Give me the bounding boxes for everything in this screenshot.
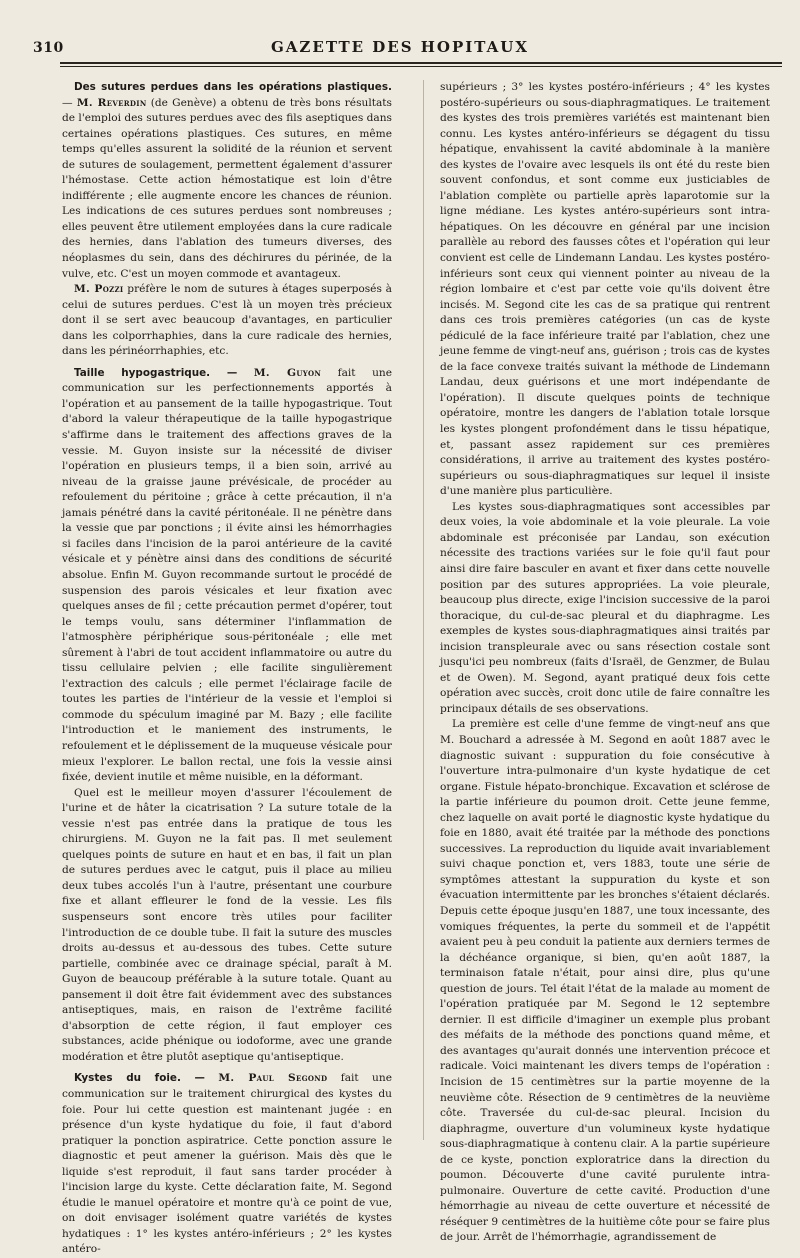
- speaker-name: M. Guyon: [253, 366, 322, 379]
- paragraph-text: préfère le nom de sutures à étages superposés à celui de sutures perdues. C'est là un moyen très précieux dont il se sert avec beaucoup d'avantages, en particulier dans les colporrhaphies, dans la cure radicale des hernies, dans les périnéorrhaphies, etc.: [62, 283, 393, 358]
- paragraph-text: Les kystes sous-diaphragmatiques sont accessibles par deux voies, la voie abdominale et la voie pleurale. La voie abdominale est préconisée par Landau, son exécution nécessite des tractions variées sur le foie qu'il faut pour ainsi dire faire basculer en avant et fixer dans cette nouvelle position par des sutures appropriées. La voie pleurale, beaucoup plus directe, exige l'incision successive de la paroi thoracique, du cul-de-sac pleural et du diaphragme. Les exemples de kystes sous-diaphragmatiques ainsi traités par incision transpleurale avec ou sans résection costale sont jusqu'ici peu nombreux (faits d'Israël, de Genzmer, de Bulau et de Owen). M. Segond, ayant pratiqué deux fois cette opération avec succès, croit donc utile de faire connaître les principaux détails de ses observations.: [440, 500, 770, 715]
- paragraph-text: Quel est le meilleur moyen d'assurer l'écoulement de l'urine et de hâter la cicatrisation ? La suture totale de la vessie n'est pas entrée dans la pratique de tous les chirurgiens. M. Guyon ne la fait pas. Il met seulement quelques points de suture en haut et en bas, il fait un plan de sutures perdues avec le catgut, puis il place au milieu deux tubes accolés l'un à l'autre, présentant une courbure fixe et allant effleurer le fond de la vessie. Les fils suspenseurs sont encore très utiles pour faciliter l'introduction de ce double tube. Il fait la suture des muscles droits au-dessus et au-dessous des tubes. Cette suture partielle, combinée avec ce drainage spécial, paraît à M. Guyon de beaucoup préférable à la suture totale. Quant au pansement il doit être fait évidemment avec des substances antiseptiques, mais, en raison de l'extrême facilité d'absorption de cette région, il faut employer ces substances, acide phénique ou iodoforme, avec une grande modération et être plutôt aseptique qu'antiseptique.: [62, 786, 392, 1063]
- paragraph-text: (de Genève) a obtenu de très bons résultats de l'emploi des sutures perdues avec des fils aseptiques dans certaines opérations plastiques. Ces sutures, en même temps qu'elles assurent la solidité de la réunion et servent de sutures de soulagement, permettent également d'assurer l'hémostase. Cette action hémostatique est loin d'être indifférente ; elle augmente encore les chances de réunion. Les indications de ces sutures perdues sont nombreuses ; elles peuvent être utilement employées dans la cure radicale des hernies, dans l'ablation des tumeurs diverses, des néoplasmes du sein, dans des déchirures du périnée, de la vulve, etc. C'est un moyen commode et avantageux.: [62, 96, 392, 280]
- speaker-name: M. Reverdin: [76, 96, 147, 109]
- header-rule: [60, 62, 782, 64]
- page-number: 310: [33, 40, 64, 56]
- article-paragraph: [62, 786, 392, 1066]
- section-title: Taille hypogastrique. —: [74, 366, 238, 379]
- article-reverdin: Des sutures perdues dans les opérations plastiques. — M. Reverdin (de Genève) a obtenu de très bons résultats de l'emploi des sutures perdues avec des fils aseptiques dans certaines opérations plastiques. Ces sutures, en même temps qu'elles assurent la solidité de la réunion et servent de sutures de soulagement, permettent également d'assurer l'hémostase. Cette action hémostatique est loin d'être indifférente ; elle augmente encore les chances de réunion. Les indications de ces sutures perdues sont nombreuses ; elles peuvent être utilement employées dans la cure radicale des hernies, dans l'ablation des tumeurs diverses, des néoplasmes du sein, dans des déchirures du périnée, de la vulve, etc. C'est un moyen commode et avantageux.: [62, 81, 392, 280]
- article-pozzi: [62, 282, 392, 360]
- article-paragraph: [440, 500, 770, 718]
- paragraph-text: fait une communication sur les perfectionnements apportés à l'opération et au pansement de la taille hypogastrique. Tout d'abord la valeur thérapeutique de la taille hypogastrique s'affirme dans le traitement des affections graves de la vessie. M. Guyon insiste sur la nécessité de diviser l'opération en plusieurs temps, il a bien soin, arrivé au niveau de la graisse jaune prévésicale, de procéder au refoulement du péritoine ; grâce à cette précaution, il n'a jamais pénétré dans la cavité péritonéale. Il ne pénètre dans la vessie que par ponctions ; il évite ainsi les hémorrhagies si faciles dans l'incision de la paroi antérieure de la cavité vésicale et y pénètre ainsi dans des conditions de sécurité absolue. Enfin M. Guyon recommande surtout le procédé de suspension des parois vésicales et leur fixation avec quelques anses de fil ; cette précaution permet d'opérer, tout le temps voulu, sans déterminer l'inflammation de l'atmosphère périphérique sous-péritonéale ; elle met sûrement à l'abri de tout accident inflammatoire ou autre du tissu cellulaire pelvien ; elle facilite singulièrement l'extraction des calculs ; elle permet l'éclairage facile de toutes les parties de l'intérieur de la vessie et l'emploi si commode du spéculum imaginé par M. Bazy ; elle facilite l'introduction et le maniement des instruments, le refoulement et le déplissement de la muqueuse vésicale pour mieux l'explorer. Le ballon rectal, une fois la vessie ainsi fixée, devient inutile et même nuisible, en la déformant.: [62, 366, 392, 784]
- left-column: [62, 80, 393, 1256]
- header-rule-thin: [60, 66, 782, 67]
- article-paragraph: [440, 717, 770, 1246]
- paragraph-text: supérieurs ; 3° les kystes postéro-inférieurs ; 4° les kystes postéro-supérieurs ou sous-diaphragmatiques. Le traitement des kystes des trois premières variétés est maintenant bien connu. Les kystes antéro-inférieurs se dégagent du tissu hépatique, envahissent la cavité abdominale à la manière des kystes de l'ovaire avec lesquels ils ont été du reste bien souvent confondus, et sont comme eux justiciables de l'ablation complète ou partielle après laparotomie sur la ligne médiane. Les kystes antéro-supérieurs sont intra-hépatiques. On les découvre en général par une incision parallèle au rebord des fausses côtes et l'opération qui leur convient est celle de Lindemann Landau. Les kystes postéro-inférieurs sont ceux qui viennent pointer au niveau de la région lombaire et c'est par cette voie qu'ils doivent être incisés. M. Segond cite les cas de sa pratique qui rentrent dans ces trois premières catégories (un cas de kyste pédiculé de la face inférieure traité par l'ablation, chez une jeune femme de vingt-neuf ans, guérison ; trois cas de kystes de la face convexe traités suivant la méthode de Lindemann Landau, deux guérisons et une mort indépendante de l'opération). Il discute quelques points de technique opératoire, montre les dangers de l'ablation totale lorsque les kystes plongent profondément dans le tissu hépatique, et, passant assez rapidement sur ces premières considérations, il arrive au traitement des kystes postéro-supérieurs ou sous-diaphragmatiques sur lequel il insiste d'une manière plus particulière.: [440, 81, 770, 498]
- article-kystes-du-foie: [62, 1071, 392, 1258]
- running-head-title: GAZETTE DES HOPITAUX: [270, 38, 529, 56]
- speaker-name: M. Paul Segond: [218, 1072, 328, 1085]
- article-taille-hypogastrique: [62, 366, 392, 786]
- article-paragraph: [440, 80, 770, 500]
- section-title: Kystes du foie. —: [74, 1072, 205, 1085]
- speaker-name: M. Pozzi: [74, 283, 124, 296]
- section-title: Des sutures perdues dans les opérations plastiques.: [74, 81, 392, 93]
- paragraph-text: La première est celle d'une femme de vingt-neuf ans que M. Bouchard a adressée à M. Segond en août 1887 avec le diagnostic suivant : suppuration du foie consécutive à l'ouverture intra-pulmonaire d'un kyste hydatique de cet organe. Fistule hépato-bronchique. Excavation et sclérose de la partie inférieure du poumon droit. Cette jeune femme, chez laquelle on avait porté le diagnostic kyste hydatique du foie en 1880, avait été traitée par la méthode des ponctions successives. La reproduction du liquide avait invariablement suivi chaque ponction et, vers 1883, toute une série de symptômes attestant la suppuration du kyste et son évacuation intermittente par les bronches s'étaient déclarés. Depuis cette époque jusqu'en 1887, une toux incessante, des vomiques fréquentes, la perte du sommeil et de l'appétit avaient peu à peu conduit la patiente aux derniers termes de la déchéance organique, si bien, qu'en août 1887, la terminaison fatale n'était, pour ainsi dire, plus qu'une question de jours. Tel était l'état de la malade au moment de l'opération pratiquée par M. Segond le 12 septembre dernier. Il est difficile d'imaginer un exemple plus probant des méfaits de la méthode des ponctions quand même, et des avantages qu'aurait donnés une intervention précoce et radicale. Voici maintenant les divers temps de l'opération : Incision de 15 centimètres sur la partie moyenne de la neuvième côte. Résection de 9 centimètres de la neuvième côte. Traversée du cul-de-sac pleural. Incision du diaphragme, ouverture d'un volumineux kyste hydatique sous-diaphragmatique à contenu clair. A la partie supérieure de ce kyste, ponction exploratrice dans la direction du poumon. Découverte d'une cavité purulente intra-pulmonaire. Ouverture de cette cavité. Production d'une hémorrhagie au niveau de cette ouverture et nécessité de réséquer 9 centimètres de la huitième côte pour se faire plus de jour. Arrêt de l'hémorrhagie, agrandissement de: [440, 718, 770, 1244]
- column-divider: [423, 80, 424, 1140]
- right-column: [440, 80, 770, 1244]
- paragraph-text: fait une communication sur le traitement chirurgical des kystes du foie. Pour lui cette question est maintenant jugée : en présence d'un kyste hydatique du foie, il faut d'abord pratiquer la ponction aspiratrice. Cette ponction assure le diagnostic et peut amener la guérison. Mais dès que le liquide s'est reproduit, il faut sans tarder procéder à l'incision large du kyste. Cette déclaration faite, M. Segond étudie le manuel opératoire et montre qu'à ce point de vue, on doit envisager isolément quatre variétés de kystes hydatiques : 1° les kystes antéro-inférieurs ; 2° les kystes antéro-: [62, 1072, 392, 1256]
